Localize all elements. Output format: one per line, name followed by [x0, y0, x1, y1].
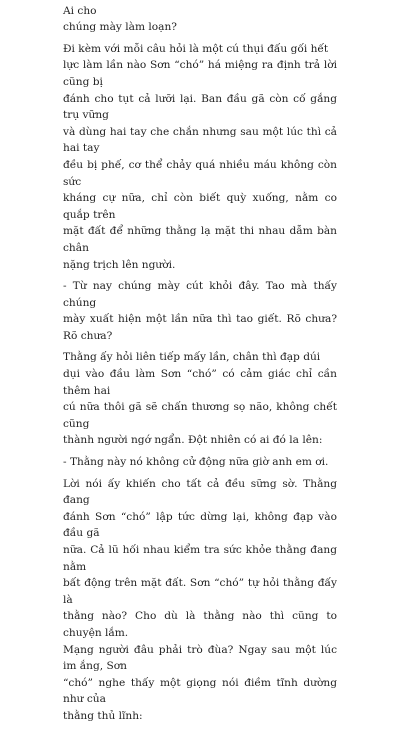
text-line: kháng cự nữa, chỉ còn biết quỳ xuống, nằm co quắp trên [63, 192, 337, 221]
text-line: đều bị phế, cơ thể chảy quá nhiều máu không còn sức [63, 158, 337, 188]
text-line: Lời nói ấy khiến cho tất cả đều sững sờ. Thằng đang [63, 477, 337, 507]
paragraph-2 [63, 41, 337, 273]
text-line: mặt đất để những thằng lạ mặt thi nhau dẫm bàn chân [63, 225, 337, 254]
paragraph-6 [63, 476, 337, 725]
text-line: thành người ngớ ngẩn. Đột nhiên có ai đó la lên: [63, 434, 323, 447]
paragraph-3 [63, 278, 337, 344]
text-line: Đi kèm với mỗi câu hỏi là một cú thụi đấu gối hết [63, 42, 329, 55]
text-line: chúng mày làm loạn? [63, 21, 177, 34]
text-line: Ai cho [63, 4, 97, 17]
paragraph-1 [63, 0, 337, 36]
text-line: cú nữa thôi gã sẽ chấn thương sọ não, không chết cũng [63, 401, 337, 430]
text-line: thằng nào? Cho dù là thằng nào thì cũng to chuyện lắm. [63, 610, 337, 639]
text-line: và dùng hai tay che chắn nhưng sau một lúc thì cả hai tay [63, 125, 337, 155]
text-line: đánh cho tụt cả lưỡi lại. Ban đầu gã còn cố gắng trụ vững [63, 92, 337, 122]
text-line: dụi vào đầu làm Sơn “chó” có cảm giác chỉ cần thêm hai [63, 368, 337, 397]
text-line: lực làm lần nào Sơn “chó” há miệng ra định trả lời cũng bị [63, 59, 337, 88]
text-line: - Thằng này nó không cử động nữa giờ anh em ơi. [63, 456, 329, 469]
text-line: thằng thủ lĩnh: [63, 709, 143, 722]
text-line: mày xuất hiện một lần nữa thì tao giết. Rõ chưa? Rõ chưa? [63, 313, 337, 342]
text-line: nữa. Cả lũ hối nhau kiểm tra sức khỏe thằng đang nằm [63, 544, 337, 573]
text-line: đánh Sơn “chó” lập tức dừng lại, không đạp vào đầu gã [63, 510, 337, 540]
paragraph-4 [63, 349, 337, 449]
text-line: - Từ nay chúng mày cút khỏi đây. Tao mà thấy chúng [63, 280, 337, 309]
page-text [63, 0, 337, 730]
text-line: Thằng ấy hỏi liên tiếp mấy lần, chân thì đạp dúi [63, 351, 321, 364]
text-line: Mạng người đâu phải trò đùa? Ngay sau một lúc im ắng, Sơn [63, 643, 337, 673]
paragraph-5 [63, 454, 337, 471]
text-line: bất động trên mặt đất. Sơn “chó” tự hỏi thằng đấy là [63, 577, 337, 606]
text-line: “chó” nghe thấy một giọng nói điềm tĩnh dường như của [63, 676, 337, 706]
text-line: nặng trịch lên người. [63, 258, 176, 271]
